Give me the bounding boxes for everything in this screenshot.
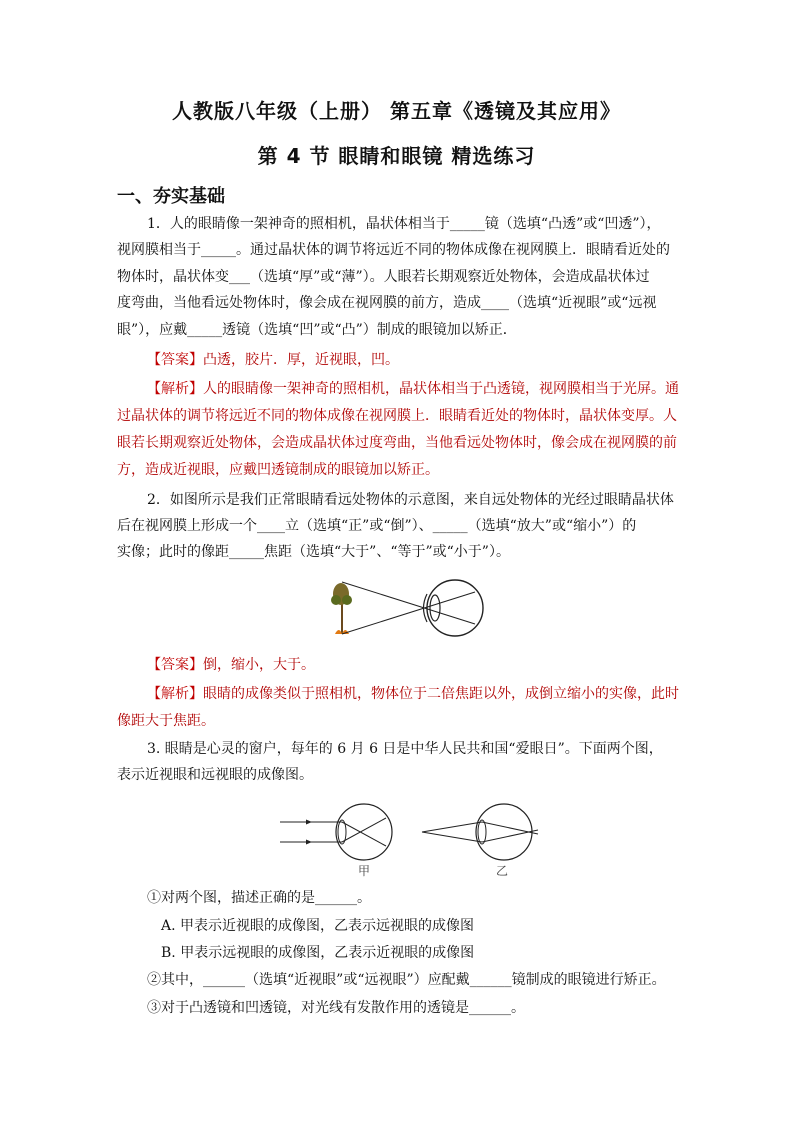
document-title: 人教版八年级（上册） 第五章《透镜及其应用》 bbox=[172, 99, 621, 123]
answer-1 bbox=[147, 351, 707, 369]
figure-label-a: 甲 bbox=[358, 864, 371, 878]
question-1-line-4: 度弯曲，当他看远处物体时，像会成在视网膜的前方，造成____（选填“近视眼”或“远视 bbox=[117, 295, 657, 311]
explanation-1-text: 人的眼睛像一架神奇的照相机，晶状体相当于凸透镜，视网膜相当于光屏。通 bbox=[203, 381, 679, 397]
question-2-line-1: 2．如图所示是我们正常眼睛看远处物体的示意图，来自远处物体的光经过眼睛晶状体 bbox=[147, 492, 674, 508]
question-3-line-1: 3. 眼睛是心灵的窗户，每年的 6 月 6 日是中华人民共和国“爱眼日”。下面两个图， bbox=[147, 741, 663, 757]
eye-diagram-b bbox=[422, 804, 538, 860]
option-a: A. 甲表示近视眼的成像图，乙表示远视眼的成像图 bbox=[161, 918, 475, 934]
explanation-tag: 【解析】 bbox=[147, 686, 203, 702]
answer-2 bbox=[147, 656, 707, 674]
question-1-line-5: 眼”），应戴_____透镜（选填“凹”或“凸”）制成的眼镜加以矫正． bbox=[117, 322, 517, 338]
question-3-line-2: 表示近视眼和远视眼的成像图。 bbox=[117, 767, 313, 783]
figure-label-b: 乙 bbox=[496, 864, 509, 878]
question-3-sub-1: ①对两个图，描述正确的是______。 bbox=[147, 890, 371, 906]
option-b: B. 甲表示远视眼的成像图，乙表示近视眼的成像图 bbox=[161, 945, 475, 961]
answer-1-text: 凸透，胶片．厚，近视眼，凹。 bbox=[203, 352, 399, 368]
question-3-sub-2: ②其中，______（选填“近视眼”或“远视眼”）应配戴______镜制成的眼镜进行矫正。 bbox=[147, 972, 666, 988]
question-3-sub-3: ③对于凸透镜和凹透镜，对光线有发散作用的透镜是______。 bbox=[147, 1000, 525, 1016]
explanation-2-line-1 bbox=[147, 685, 677, 703]
explanation-1-line-4: 方，造成近视眼，应戴凹透镜制成的眼镜加以矫正。 bbox=[117, 462, 439, 478]
eye-diagram-a bbox=[280, 804, 392, 860]
question-2-line-3: 实像；此时的像距_____焦距（选填“大于”、“等于”或“小于”）。 bbox=[117, 544, 510, 560]
answer-tag: 【答案】 bbox=[147, 657, 203, 673]
explanation-1-line-1 bbox=[147, 380, 677, 398]
answer-2-text: 倒，缩小，大于。 bbox=[203, 657, 315, 673]
question-1-line-3: 物体时，晶状体变___（选填“厚”或“薄”）。人眼若长期观察近处物体，会造成晶状体过 bbox=[117, 269, 650, 285]
tree-icon bbox=[331, 583, 352, 634]
normal-eye-diagram bbox=[325, 572, 495, 642]
question-2-line-2: 后在视网膜上形成一个____立（选填“正”或“倒”）、_____（选填“放大”或“缩小”）的 bbox=[117, 518, 637, 534]
explanation-1-line-3: 眼若长期观察近处物体，会造成晶状体过度弯曲，当他看远处物体时，像会成在视网膜的前 bbox=[117, 435, 677, 451]
explanation-1-line-2: 过晶状体的调节将远近不同的物体成像在视网膜上．眼睛看近处的物体时，晶状体变厚。人 bbox=[117, 408, 677, 424]
question-1-line-1: 1．人的眼睛像一架神奇的照相机，晶状体相当于_____镜（选填“凸透”或“凹透”）， bbox=[147, 216, 661, 232]
question-1-line-2: 视网膜相当于_____。通过晶状体的调节将远近不同的物体成像在视网膜上．眼睛看近处的 bbox=[117, 242, 670, 258]
answer-tag: 【答案】 bbox=[147, 352, 203, 368]
explanation-2-text: 眼睛的成像类似于照相机，物体位于二倍焦距以外，成倒立缩小的实像，此时 bbox=[203, 686, 679, 702]
document-subtitle: 第 4 节 眼睛和眼镜 精选练习 bbox=[257, 144, 536, 168]
section-heading: 一、夯实基础 bbox=[117, 186, 225, 207]
explanation-tag: 【解析】 bbox=[147, 381, 203, 397]
explanation-2-line-2: 像距大于焦距。 bbox=[117, 713, 215, 729]
